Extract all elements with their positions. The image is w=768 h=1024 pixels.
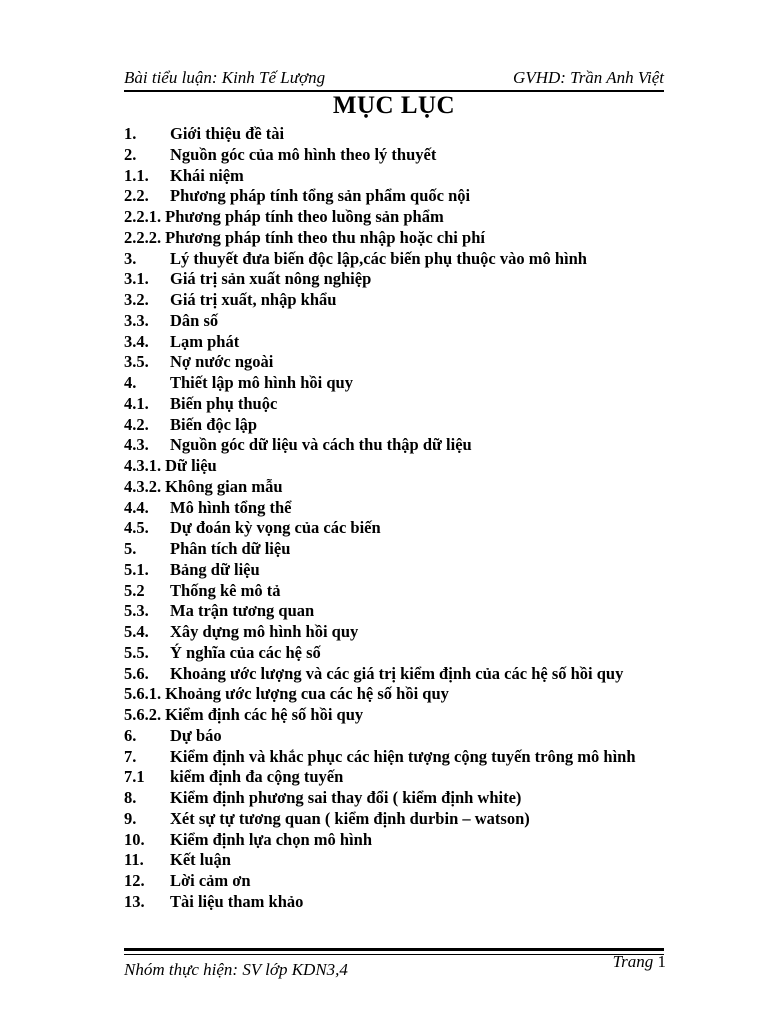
toc-entry-number: 3.4. <box>124 331 149 351</box>
toc-entry-number: 3.3. <box>124 310 149 330</box>
toc-entry-number: 11. <box>124 850 144 870</box>
page-label: Trang <box>612 952 654 971</box>
toc-entry-number: 2.2.1. <box>124 207 162 226</box>
toc-entry <box>124 373 684 394</box>
toc-entry <box>124 684 684 705</box>
toc-entry <box>124 747 684 768</box>
toc-entry <box>124 705 684 726</box>
toc-entry-number: 5.4. <box>124 622 149 641</box>
toc-entry <box>124 332 684 353</box>
toc-entry-number: 9. <box>124 808 137 828</box>
page-title: MỤC LỤC <box>332 92 456 119</box>
footer-rule-thin <box>124 954 664 955</box>
toc-entry-text: Nguồn góc của mô hình theo lý thuyết <box>170 144 437 164</box>
toc-entry-text: Mô hình tổng thể <box>170 497 292 517</box>
toc-entry-number: 3.1. <box>124 269 149 289</box>
toc-entry-number: 2.2.2. <box>124 227 162 247</box>
toc-entry-text: Kết luận <box>170 850 231 870</box>
toc-entry-text: Dự báo <box>170 725 222 745</box>
toc-entry-number: 1.1. <box>124 165 149 185</box>
toc-entry-number: 4.4. <box>124 497 149 517</box>
toc-entry-number: 5.2 <box>124 580 145 600</box>
toc-entry-number: 5.6. <box>124 663 149 683</box>
toc-entry-text: Lời cảm ơn <box>170 871 251 890</box>
toc-entry-number: 3.5. <box>124 352 149 372</box>
toc-entry <box>124 456 684 477</box>
toc-entry-number: 4.5. <box>124 518 149 538</box>
toc-entry-number: 1. <box>124 124 137 143</box>
toc-entry <box>124 249 684 270</box>
toc-entry <box>124 435 684 456</box>
toc-entry-number: 4.2. <box>124 414 149 434</box>
toc-entry-text: Khoảng ước lượng cua các hệ số hồi quy <box>165 684 449 704</box>
toc-entry-text: Thống kê mô tả <box>170 580 281 600</box>
toc-entry-number: 5.1. <box>124 559 149 579</box>
toc-entry-text: Nguồn góc dữ liệu và cách thu thập dữ liệu <box>170 435 472 455</box>
toc-entry-number: 5.5. <box>124 642 149 662</box>
toc-entry <box>124 767 684 788</box>
toc-entry-text: Xét sự tự tương quan ( kiểm định durbin – watson) <box>170 808 530 828</box>
toc-entry <box>124 622 684 643</box>
toc-entry-text: Dữ liệu <box>165 456 217 475</box>
toc-entry <box>124 124 684 145</box>
toc-entry-text: Biến độc lập <box>170 414 258 434</box>
toc-entry <box>124 477 684 498</box>
toc-entry-text: Phương pháp tính theo luồng sản phẩm <box>165 207 444 226</box>
toc-entry-text: Kiểm định và khắc phục các hiện tượng cộng tuyến trông mô hình <box>170 746 636 766</box>
page-number-value: 1 <box>657 952 666 971</box>
toc-entry-number: 3.2. <box>124 290 149 309</box>
toc-entry <box>124 601 684 622</box>
toc-entry-text: Thiết lập mô hình hồi quy <box>170 373 353 392</box>
toc-entry-text: Dự đoán kỳ vọng của các biến <box>170 518 381 538</box>
toc-entry-number: 4.1. <box>124 393 149 413</box>
toc-entry-number: 5. <box>124 539 137 558</box>
toc-entry <box>124 830 684 851</box>
toc-entry <box>124 498 684 519</box>
page-header <box>124 62 664 92</box>
toc-entry-number: 3. <box>124 248 137 268</box>
toc-entry-number: 8. <box>124 788 137 807</box>
toc-entry-number: 10. <box>124 829 145 849</box>
toc-entry-text: Bảng dữ liệu <box>170 559 260 579</box>
toc-entry <box>124 871 684 892</box>
footer-rule <box>124 948 664 951</box>
toc-entry <box>124 726 684 747</box>
toc-entry-text: Phân tích dữ liệu <box>170 539 291 558</box>
header-instructor: GVHD: Trần Anh Việt <box>513 68 664 87</box>
toc-entry <box>124 788 684 809</box>
toc-entry-number: 7.1 <box>124 767 145 787</box>
toc-entry <box>124 269 684 290</box>
toc-entry-text: Phương pháp tính theo thu nhập hoặc chi phí <box>165 227 485 247</box>
toc-entry <box>124 394 684 415</box>
toc-entry-text: Phương pháp tính tổng sản phẩm quốc nội <box>170 186 471 206</box>
toc-entry-number: 2.2. <box>124 186 149 206</box>
toc-entry <box>124 809 684 830</box>
toc-entry-text: Giới thiệu đề tài <box>170 124 285 143</box>
toc-entry-text: Lạm phát <box>170 331 240 351</box>
toc-entry <box>124 560 684 581</box>
toc-entry <box>124 207 684 228</box>
toc-entry <box>124 539 684 560</box>
toc-entry-text: Tài liệu tham khảo <box>170 891 304 911</box>
toc-entry <box>124 311 684 332</box>
toc-entry <box>124 415 684 436</box>
toc-entry-text: Khoảng ước lượng và các giá trị kiểm định của các hệ số hồi quy <box>170 663 624 683</box>
toc-entry <box>124 166 684 187</box>
toc-entry-text: Kiểm định các hệ số hồi quy <box>165 705 364 724</box>
toc-entry-text: Nợ nước ngoài <box>170 352 274 372</box>
toc-entry-text: Giá trị xuất, nhập khẩu <box>170 290 337 309</box>
toc-entry-text: Giá trị sản xuất nông nghiệp <box>170 269 372 289</box>
toc-entry <box>124 643 684 664</box>
toc-entry-number: 4.3. <box>124 435 149 455</box>
footer-group-label: Nhóm thực hiện: SV lớp KDN3,4 <box>124 960 348 979</box>
toc-entry-text: Kiểm định phương sai thay đổi ( kiểm định white) <box>170 788 522 807</box>
toc-entry <box>124 892 684 913</box>
header-title: Bài tiểu luận: Kinh Tế Lượng <box>124 68 326 87</box>
toc-entry-text: Kiểm định lựa chọn mô hình <box>170 829 372 849</box>
toc-entry-text: Dân số <box>170 310 219 330</box>
toc-entry-number: 4.3.1. <box>124 456 162 475</box>
toc-entry <box>124 228 684 249</box>
toc-entry-number: 4.3.2. <box>124 476 162 496</box>
toc-entry-text: Lý thuyết đưa biến độc lập,các biến phụ thuộc vào mô hình <box>170 248 587 268</box>
toc-entry-number: 4. <box>124 373 137 392</box>
toc-entry <box>124 664 684 685</box>
toc-entry-number: 7. <box>124 746 137 766</box>
toc-entry-text: Ma trận tương quan <box>170 601 315 621</box>
toc-entry-text: Không gian mẫu <box>165 476 283 496</box>
toc-entry-number: 2. <box>124 144 137 164</box>
toc-entry <box>124 518 684 539</box>
toc-entry <box>124 290 684 311</box>
toc-entry-number: 5.3. <box>124 601 149 621</box>
toc-entry <box>124 145 684 166</box>
toc-entry-text: Ý nghĩa của các hệ số <box>170 642 321 662</box>
toc-entry <box>124 850 684 871</box>
page-number <box>613 952 666 972</box>
toc-entry-number: 12. <box>124 871 145 890</box>
toc-entry-number: 13. <box>124 891 145 911</box>
toc-entry <box>124 581 684 602</box>
toc-entry-text: kiểm định đa cộng tuyến <box>170 767 344 787</box>
toc-entry-number: 6. <box>124 725 137 745</box>
table-of-contents <box>124 124 684 913</box>
toc-entry-text: Xây dựng mô hình hồi quy <box>170 622 359 641</box>
toc-entry-number: 5.6.1. <box>124 684 162 704</box>
toc-entry-text: Khái niệm <box>170 165 244 185</box>
toc-entry <box>124 186 684 207</box>
toc-entry-number: 5.6.2. <box>124 705 162 724</box>
toc-entry-text: Biến phụ thuộc <box>170 393 278 413</box>
toc-entry <box>124 352 684 373</box>
